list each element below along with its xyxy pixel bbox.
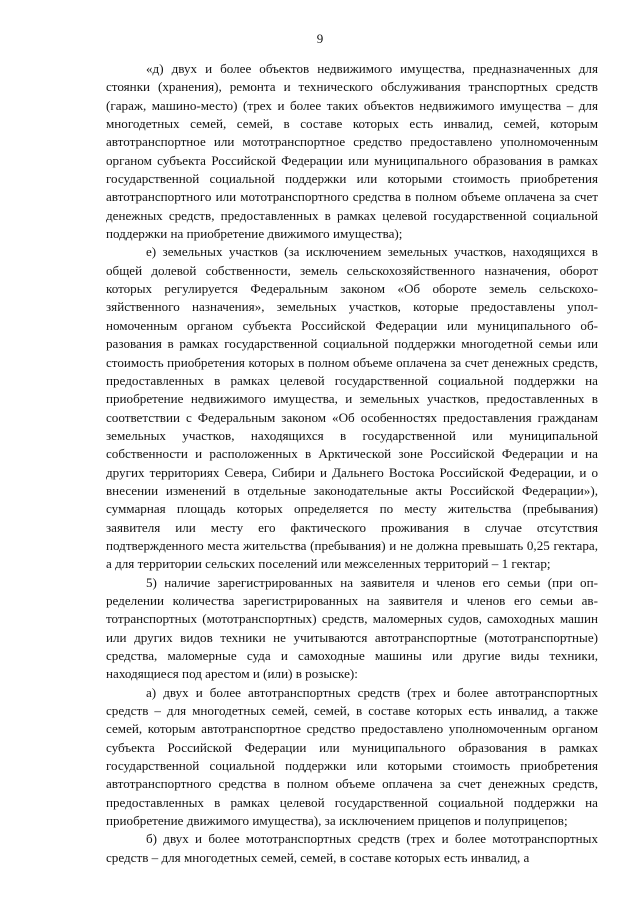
paragraph-d-real-estate-parking: «д) двух и более объектов недвижимого имущества, предназначенных для стоянки (хранения), ремонта и технического обслуживания транспортных средств (гараж, машино-место) (трех и более таких объектов недвижимого имущества – для многодетных семей, семей, в составе которых есть инвалид, семей, которым автотранспортное или мототранспортное средство предоставлено уполномоченным органом субъекта Российской Федерации или муниципального образования в рамках государственной социальной поддержки или которыми стоимость приобретения автотранспортного или мототранспортного средства в полном объеме оплачена за счет денежных средств, предоставленных в рамках целевой государственной социальной поддержки на приобретение движимого имущества); bbox=[106, 61, 598, 242]
paragraph-b-motorcycles: б) двух и более мототранспортных средств (трех и более мототранспортных средств – для многодетных семей, семей, в составе которых есть инвалид, а bbox=[106, 831, 598, 865]
page-number: 9 bbox=[316, 31, 324, 46]
paragraph-e-land-plots: е) земельных участков (за исключением земельных участков, находящихся в общей долевой собственности, земель сельскохозяйственного назначения, оборот которых регулируется Федеральным законом «Об обороте земель сельскохозяйственного назначения», земельных участков, которые предоставлены уполномоченным органом субъекта Российской Федерации или муниципального образования в рамках государственной социальной поддержки многодетной семьи или стоимость приобретения которых в полном объеме оплачена за счет денежных средств, предоставленных в рамках целевой государственной социальной поддержки на приобретение недвижимого имущества, и земельных участков, предоставленных в соответствии с Федеральным законом «Об особенностях предоставления гражданам земельных участков, находящихся в государственной или муниципальной собственности и расположенных в Арктической зоне Российской Федерации и на других территориях Севера, Сибири и Дальнего Востока Российской Федерации, и о внесении изменений в отдельные законодательные акты Российской Федерации»), суммарная площадь которых определяется по месту жительства (пребывания) заявителя или месту его фактического проживания в случае отсутствия подтвержденного места жительства (пребывания) и не должна превышать 0,25 гектара, а для территории сельских поселений или межселенных территорий – 1 гектар; bbox=[106, 244, 598, 572]
document-body bbox=[106, 60, 598, 867]
paragraph-a-motor-vehicles: а) двух и более автотранспортных средств (трех и более автотранспортных средств – для многодетных семей, семей, в составе которых есть инвалид, а также семей, которым автотранспортное средство предоставлено уполномоченным органом субъекта Российской Федерации или муниципального образования в рамках государственной социальной поддержки или которыми стоимость приобретения автотранспортного средства в полном объеме оплачена за счет денежных средств, предоставленных в рамках целевой государственной социальной поддержки на приобретение движимого имущества), за исключением прицепов и полуприцепов; bbox=[106, 684, 598, 829]
paragraph-5-registered-vehicles: 5) наличие зарегистрированных на заявителя и членов его семьи (при определении количества зарегистрированных на заявителя и членов его семьи автотранспортных (мототранспортных) средств, маломерных судов, самоходных машин или других видов техники не учитываются автотранспортные (мототранспортные) средства, маломерные суда и самоходные машины или другие виды техники, находящиеся под арестом и (или) в розыске): bbox=[106, 574, 598, 682]
